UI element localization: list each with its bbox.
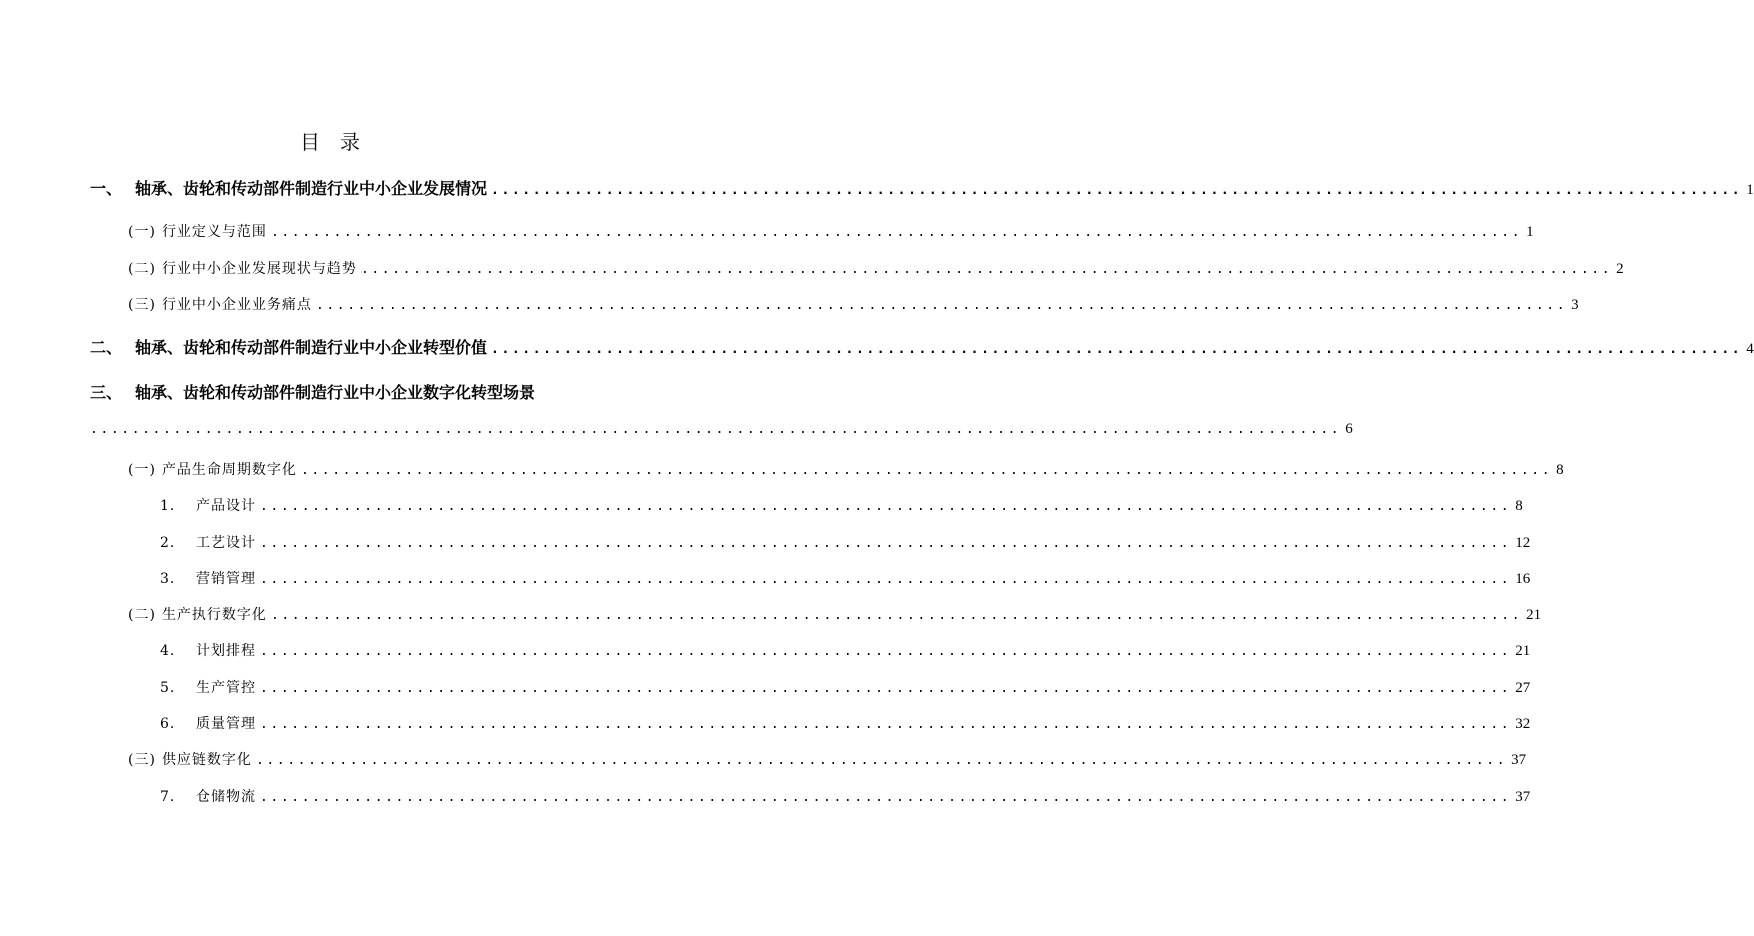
toc-title-char-1: 目 [300,130,322,154]
toc-entry-page: 32 [1515,716,1531,732]
toc-entry-number: 6. [160,716,176,732]
toc-entry-page: 4 [1746,341,1754,357]
dot-leader: ........................................................................................................................ [300,463,1553,478]
toc-entry-page: 6 [1345,421,1353,437]
toc-entry-number: 5. [160,680,176,696]
toc-entry-3-2-5[interactable] [160,675,1531,701]
toc-entry-page: 37 [1515,789,1531,805]
dot-leader: ........................................................................................................................ [260,717,1512,732]
toc-entry-number: (二) [128,261,156,277]
toc-entry-page: 3 [1571,297,1579,313]
toc-entry-page: 21 [1526,607,1542,623]
dot-leader: ........................................................................................................................ [260,536,1512,551]
toc-entry-3-2-4[interactable] [160,638,1531,664]
toc-entry-number: 3. [160,571,176,587]
toc-entry-page: 12 [1515,535,1531,551]
toc-entry-label: 行业中小企业发展现状与趋势 [161,261,357,277]
toc-entry-number: (一) [128,462,156,478]
toc-entry-number: (二) [128,607,156,623]
toc-entry-3-1-2[interactable] [160,530,1531,556]
toc-entry-1-3[interactable] [128,292,1579,318]
toc-entry-label: 轴承、齿轮和传动部件制造行业中小企业发展情况 [135,179,488,198]
toc-entry-number: 2. [160,535,176,551]
toc-entry-page: 8 [1515,498,1523,514]
toc-entry-label: 轴承、齿轮和传动部件制造行业中小企业转型价值 [135,338,488,357]
dot-leader: ........................................................................................................................ [360,262,1613,277]
toc-entry-label: 产品生命周期数字化 [161,462,297,478]
toc-entry-3-1-1[interactable] [160,493,1523,519]
toc-entry-number: 一、 [90,179,123,198]
dot-leader: ........................................................................................................................ [260,790,1512,805]
toc-entry-label: 轴承、齿轮和传动部件制造行业中小企业数字化转型场景 [135,383,536,402]
toc-entry-number: (一) [128,224,156,240]
dot-leader: ........................................................................................................................ [260,681,1512,696]
toc-entry-label: 生产管控 [196,680,256,696]
toc-entry-number: 三、 [90,383,123,402]
toc-entry-number: 1. [160,498,176,514]
dot-leader: ........................................................................................................................ [315,298,1568,313]
toc-entry-number: 4. [160,643,176,659]
toc-entry-3-continuation[interactable] [90,416,1353,442]
toc-title-char-2: 录 [340,130,362,154]
toc-entry-number: (三) [128,297,156,313]
toc-entry-label: 产品设计 [196,498,256,514]
toc-entry-number: 7. [160,789,176,805]
toc-entry-3-3[interactable] [128,747,1527,773]
toc-entry-3[interactable] [90,380,590,406]
toc-entry-label: 质量管理 [196,716,256,732]
toc-entry-number: (三) [128,752,156,768]
toc-entry-label: 计划排程 [196,643,256,659]
toc-entry-label: 营销管理 [196,571,256,587]
toc-entry-page: 1 [1526,224,1534,240]
toc-entry-page: 21 [1515,643,1531,659]
toc-entry-page: 16 [1515,571,1531,587]
dot-leader: ........................................................................................................................ [260,499,1512,514]
toc-entry-page: 2 [1616,261,1624,277]
toc-entry-label: 行业定义与范围 [161,224,267,240]
toc-entry-label: 生产执行数字化 [161,607,267,623]
toc-entry-2[interactable] [90,335,1754,361]
toc-entry-label: 行业中小企业业务痛点 [161,297,312,313]
toc-entry-page: 8 [1556,462,1564,478]
dot-leader: ........................................................................................................................ [270,608,1523,623]
dot-leader: ........................................................................................................................ [260,572,1512,587]
dot-leader: ........................................................................................................................ [491,342,1743,357]
toc-entry-number: 二、 [90,338,123,357]
toc-entry-page: 27 [1515,680,1531,696]
toc-title [0,126,662,155]
dot-leader: ........................................................................................................................ [491,183,1743,198]
dot-leader: ........................................................................................................................ [260,644,1512,659]
dot-leader: ........................................................................................................................ [255,753,1508,768]
toc-entry-label: 工艺设计 [196,535,256,551]
toc-entry-page: 1 [1746,182,1754,198]
toc-entry-1[interactable] [90,176,1754,202]
toc-entry-label: 仓储物流 [196,789,256,805]
toc-entry-3-2-6[interactable] [160,711,1531,737]
toc-entry-page: 37 [1511,752,1527,768]
toc-entry-1-1[interactable] [128,219,1534,245]
toc-entry-label: 供应链数字化 [161,752,252,768]
toc-entry-3-3-7[interactable] [160,784,1531,810]
dot-leader: ........................................................................................................................ [90,422,1342,437]
toc-entry-3-1-3[interactable] [160,566,1531,592]
toc-entry-3-1[interactable] [128,457,1564,483]
toc-entry-1-2[interactable] [128,256,1624,282]
dot-leader: ........................................................................................................................ [270,225,1523,240]
toc-entry-3-2[interactable] [128,602,1542,628]
